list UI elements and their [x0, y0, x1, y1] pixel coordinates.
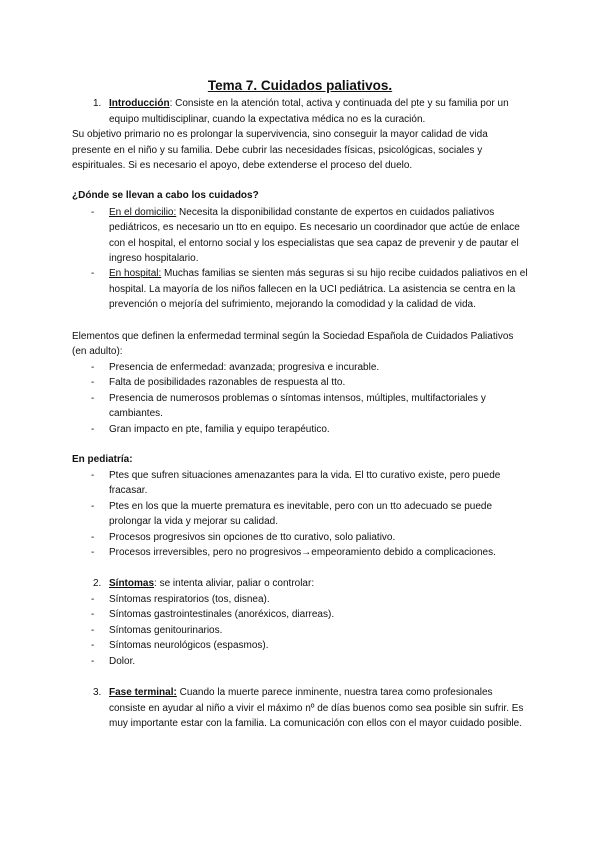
sintomas-item-4: Síntomas neurológicos (espasmos). — [109, 640, 269, 651]
intro-line-2: equipo multidisciplinar, cuando la expectativa médica no es la curación. — [109, 114, 426, 125]
domicilio-label: En el domicilio: — [109, 207, 177, 218]
bullet-dash: - — [91, 547, 95, 558]
pediatria-item-2-line-1: Ptes en los que la muerte prematura es inevitable, pero con un tto adecuado se puede — [109, 501, 493, 512]
hospital-line-3: prevención o mejoría del sufrimiento, mejorando la comodidad y la calidad de vida. — [109, 299, 476, 310]
elements-item-4: Gran impacto en pte, familia y equipo terapéutico. — [109, 424, 330, 435]
domicilio-line-3: con el hospital, el entorno social y los especialistas que sea capaz de prevenir y de pautar el — [109, 238, 519, 249]
sintomas-item-3: Síntomas genitourinarios. — [109, 625, 223, 636]
bullet-dash: - — [91, 532, 95, 543]
elements-intro-line-2: (en adulto): — [72, 346, 123, 357]
pediatria-heading: En pediatría: — [72, 454, 133, 465]
sintomas-heading-line — [109, 577, 314, 591]
elements-item-2: Falta de posibilidades razonables de respuesta al tto. — [109, 377, 346, 388]
hospital-line-1-text: Muchas familias se sienten más seguras si su hijo recibe cuidados paliativos en el — [161, 268, 528, 279]
section-number-fase: 3. — [93, 687, 102, 698]
fase-line-1-text: Cuando la muerte parece inminente, nuestra tarea como profesionales — [176, 687, 493, 698]
elements-intro-line-1: Elementos que definen la enfermedad terminal según la Sociedad Española de Cuidados Paliativos — [72, 331, 514, 342]
intro-paragraph-line-3: espirituales. Si es necesario el apoyo, debe extenderse el proceso del duelo. — [72, 160, 413, 171]
bullet-dash: - — [91, 470, 95, 481]
section-number-sintomas: 2. — [93, 578, 102, 589]
pediatria-item-3: Procesos progresivos sin opciones de tto curativo, solo paliativo. — [109, 532, 396, 543]
domicilio-line-1 — [109, 206, 494, 220]
intro-heading: Introducción — [109, 98, 170, 109]
elements-item-3-line-1: Presencia de numerosos problemas o síntomas intensos, múltiples, multifactoriales y — [109, 393, 486, 404]
sintomas-item-1: Síntomas respiratorios (tos, disnea). — [109, 594, 270, 605]
pediatria-item-2-line-2: prolongar la vida y mejorar su calidad. — [109, 516, 278, 527]
bullet-dash: - — [91, 362, 95, 373]
bullet-dash: - — [91, 609, 95, 620]
sintomas-heading-rest: : se intenta aliviar, paliar o controlar: — [154, 578, 315, 589]
bullet-dash: - — [91, 424, 95, 435]
fase-heading: Fase terminal: — [109, 687, 177, 698]
sintomas-item-5: Dolor. — [109, 656, 136, 667]
elements-item-1: Presencia de enfermedad: avanzada; progresiva e incurable. — [109, 362, 380, 373]
bullet-dash: - — [91, 656, 95, 667]
hospital-label: En hospital: — [109, 268, 162, 279]
fase-line-3: muy importante estar con la familia. La comunicación con ellos con el mayor cuidado posible. — [109, 718, 522, 729]
hospital-line-1 — [109, 267, 528, 281]
fase-line-2: consiste en ayudar al niño a vivir el máximo nº de días buenos como sea posible sin sufrir. Es — [109, 703, 524, 714]
pediatria-item-1-line-2: fracasar. — [109, 485, 148, 496]
bullet-dash: - — [91, 377, 95, 388]
bullet-dash: - — [91, 268, 95, 279]
intro-paragraph-line-2: presente en el niño y su familia. Debe cubrir las necesidades físicas, psicológicas, sociales y — [72, 145, 483, 156]
domicilio-line-1-text: Necesita la disponibilidad constante de expertos en cuidados paliativos — [176, 207, 495, 218]
bullet-dash: - — [91, 207, 95, 218]
fase-line-1 — [109, 686, 493, 700]
section-number-intro: 1. — [93, 98, 102, 109]
sintomas-heading: Síntomas — [109, 578, 155, 589]
bullet-dash: - — [91, 501, 95, 512]
intro-paragraph-line-1: Su objetivo primario no es prolongar la supervivencia, sino conseguir la mayor calidad de vida — [72, 129, 488, 140]
hospital-line-2: hospital. La mayoría de los niños fallecen en la UCI pediátrica. La asistencia se centra en la — [109, 284, 516, 295]
domicilio-line-4: ingreso hospitalario. — [109, 253, 199, 264]
bullet-dash: - — [91, 625, 95, 636]
where-heading: ¿Dónde se llevan a cabo los cuidados? — [72, 190, 259, 201]
intro-line-1 — [109, 97, 509, 111]
sintomas-item-2: Síntomas gastrointestinales (anoréxicos, diarreas). — [109, 609, 335, 620]
bullet-dash: - — [91, 393, 95, 404]
domicilio-line-2: pediátricos, es necesario un tto en equipo. Es necesario un coordinador que actúe de enlace — [109, 222, 520, 233]
pediatria-item-4: Procesos irreversibles, pero no progresivos→empeoramiento debido a complicaciones. — [109, 547, 496, 558]
elements-item-3-line-2: cambiantes. — [109, 408, 163, 419]
pediatria-item-1-line-1: Ptes que sufren situaciones amenazantes para la vida. El tto curativo existe, pero puede — [109, 470, 501, 481]
intro-line-1-text: : Consiste en la atención total, activa y continuada del pte y su familia por un — [169, 98, 509, 109]
bullet-dash: - — [91, 594, 95, 605]
page-title: Tema 7. Cuidados paliativos. — [207, 78, 393, 93]
bullet-dash: - — [91, 640, 95, 651]
